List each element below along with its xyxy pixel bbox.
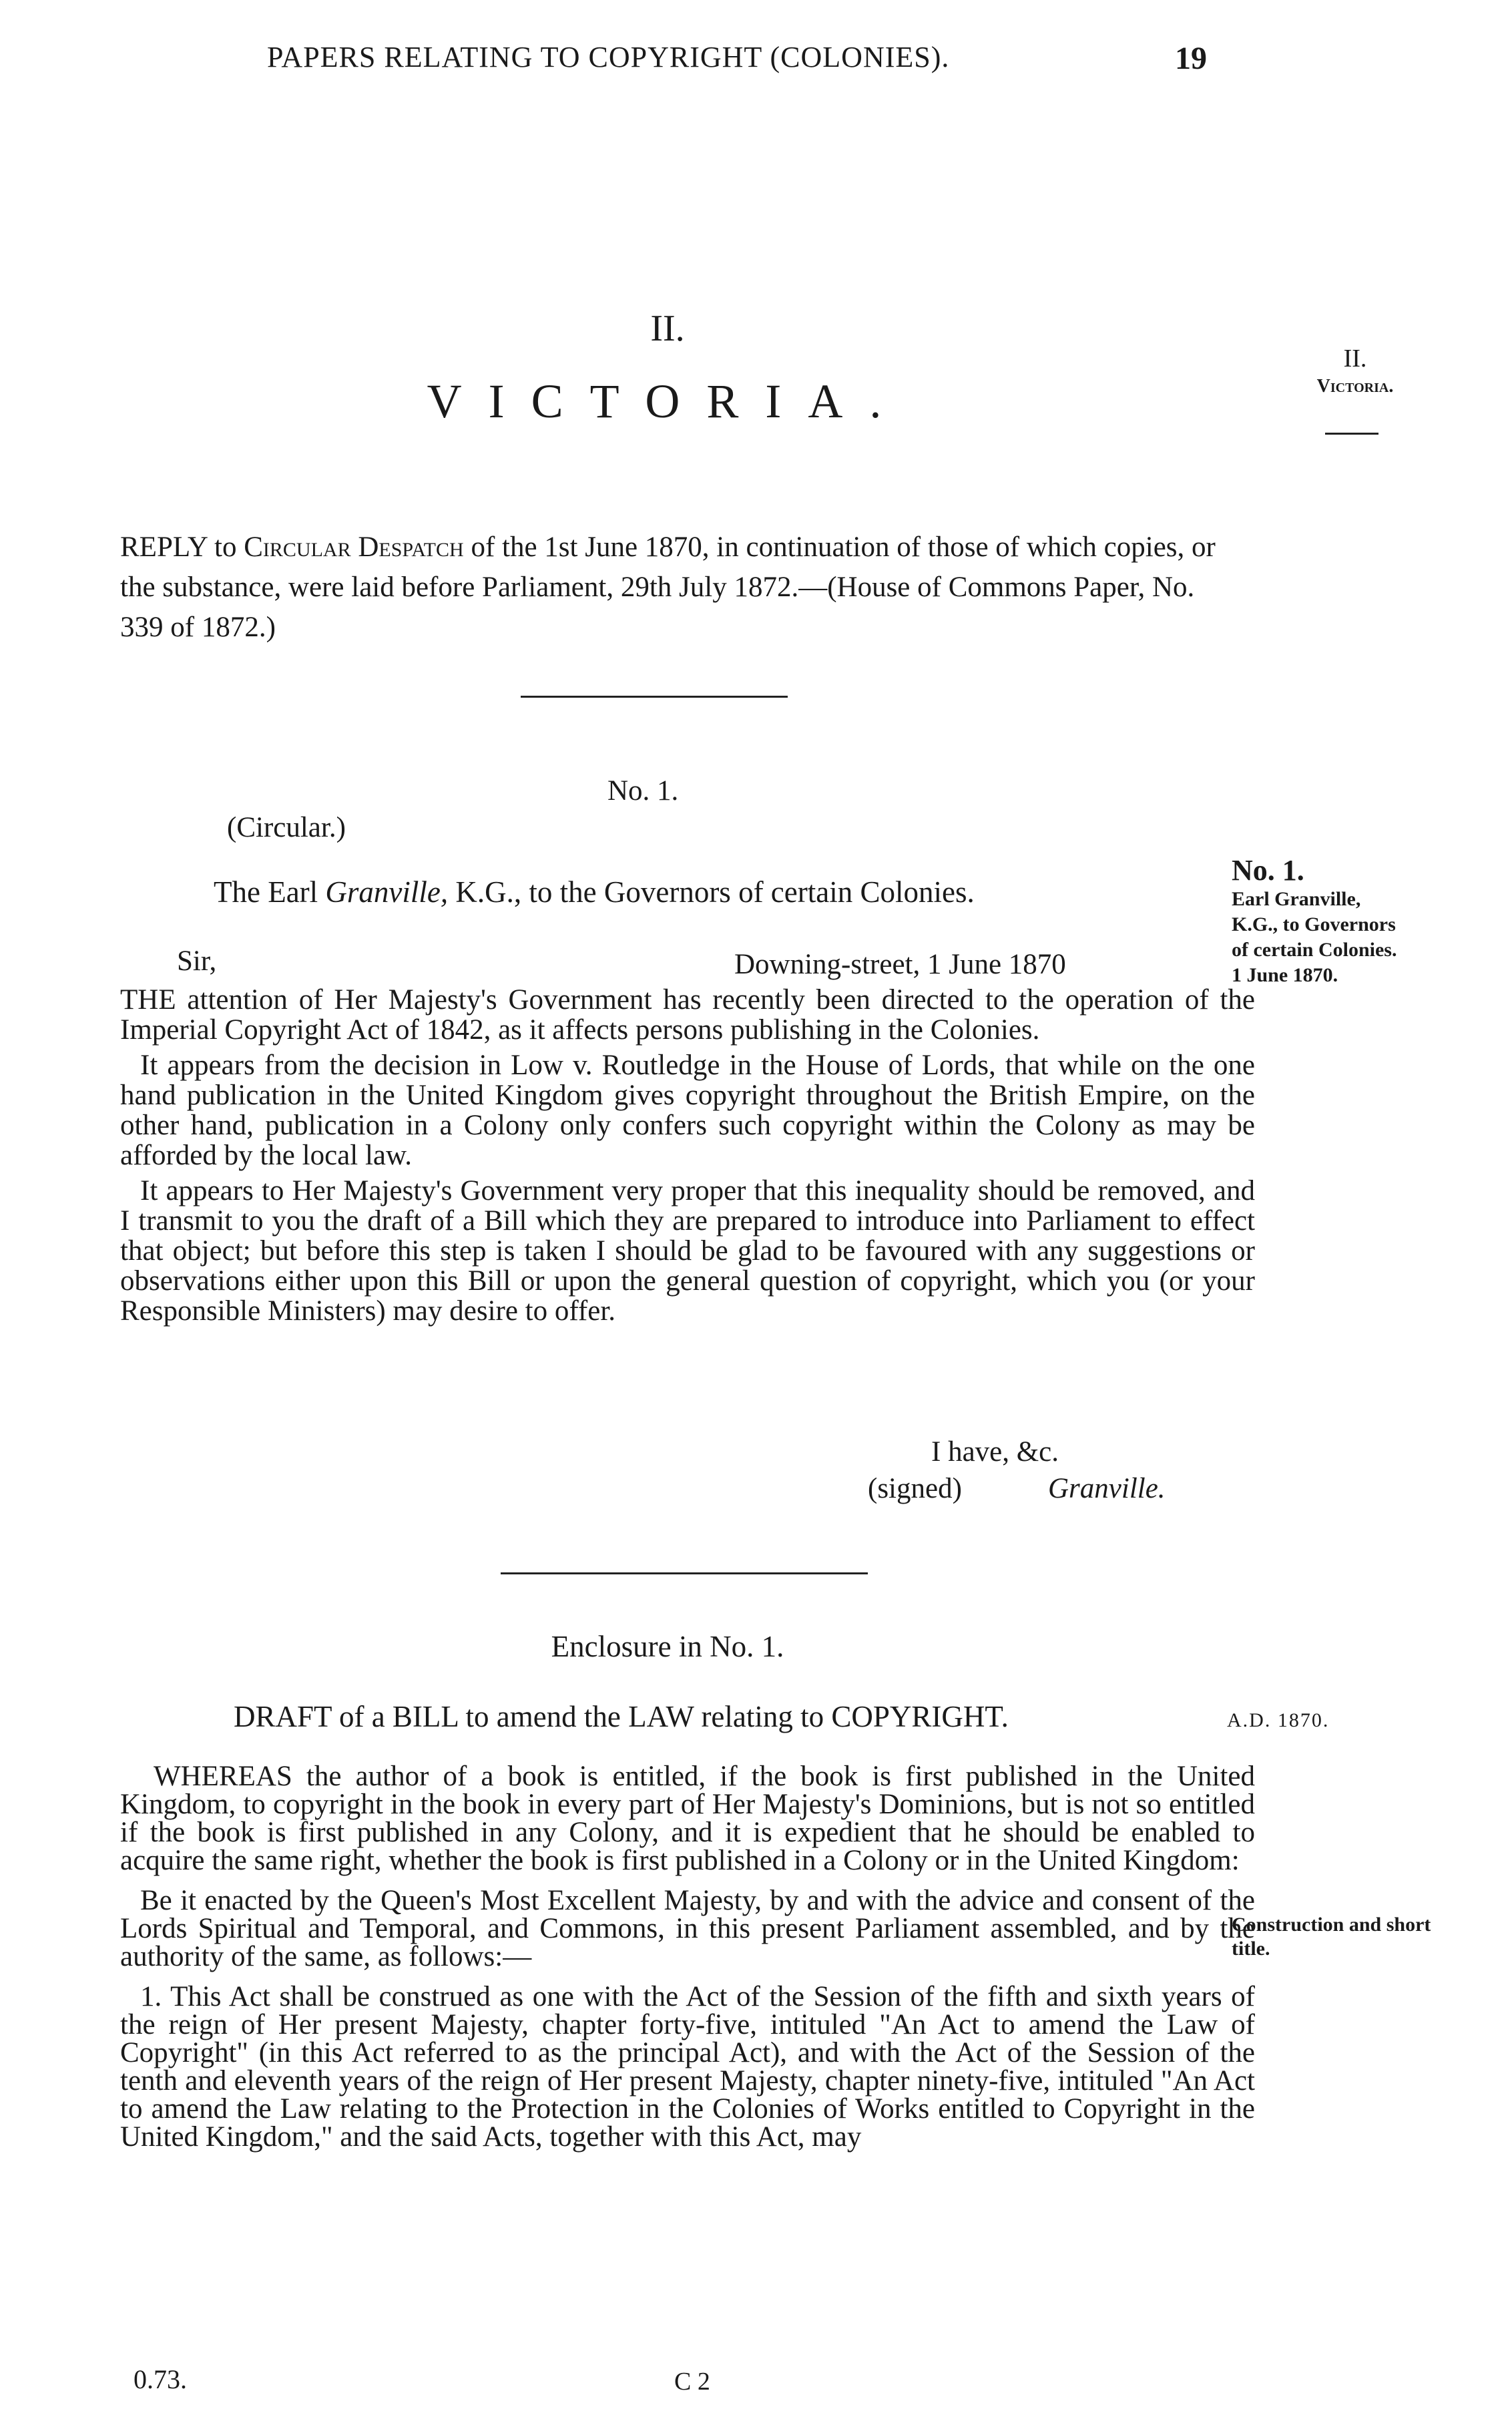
letter-paragraph: It appears to Her Majesty's Government very proper that this inequality should be removed, and I transmit to you the draft of a Bill which they are prepared to introduce into Parliament to effect that object; but before this step is taken I should be glad to be favoured with any suggestions or observations either upon this Bill or upon the general question of copyright, which you (or your Responsible Ministers) may desire to offer. (120, 1175, 1255, 1327)
bill-paragraph: 1. This Act shall be construed as one with the Act of the Session of the fifth and sixth years of the reign of Her present Majesty, chapter forty-five, intituled "An Act to amend the Law of Copyright" (in this Act referred to as the principal Act), and with the Act of the Session of the tenth and eleventh years of the reign of Her present Majesty, chapter ninety-five, intituled "An Act to amend the Law relating to the Protection in the Colonies of Works entitled to Copyright in the United Kingdom," and the said Acts, together with this Act, may (120, 1981, 1255, 2153)
margin-section-note (1268, 344, 1442, 397)
divider-rule (501, 1572, 868, 1574)
margin-despatch-note (1232, 855, 1459, 988)
margin-line: Earl Granville, (1232, 888, 1361, 910)
signature-mark: C 2 (674, 2368, 710, 2396)
letter-paragraph: THE attention of Her Majesty's Government has recently been directed to the operation of the Imperial Copyright Act of 1842, as it affects persons publishing in the Colonies. (120, 984, 1255, 1046)
margin-date: A.D. 1870. (1227, 1709, 1330, 1731)
margin-divider (1325, 433, 1378, 435)
reply-text-2: of the 1st June 1870, in continuation of those of which copies, or the substance, were laid before Parliament, 29th July 1872.—(House of Commons Paper, No. 339 of 1872.) (120, 531, 1216, 643)
page-header (107, 40, 1375, 93)
margin-section-number: II. (1343, 345, 1367, 373)
reply-text-1: to (207, 531, 244, 563)
margin-section-title: Victoria. (1316, 376, 1394, 397)
section-number: II. (650, 308, 685, 349)
addressee-post: K.G., to the Governors of certain Colonies. (448, 875, 975, 909)
addressee-pre: The Earl (214, 875, 326, 909)
divider-rule (521, 696, 788, 698)
margin-construction-note: Construction and short title. (1232, 1914, 1431, 1960)
bill-body (120, 1763, 1255, 2163)
draft-title: DRAFT of a BILL to amend the LAW relating to COPYRIGHT. (234, 1700, 1009, 1733)
enclosure-heading: Enclosure in No. 1. (551, 1630, 784, 1663)
circular-label: (Circular.) (227, 812, 346, 843)
reply-heading (120, 527, 1242, 648)
footer-code: 0.73. (134, 2364, 187, 2394)
signed-label: (signed) (868, 1473, 962, 1504)
margin-despatch-number: No. 1. (1232, 854, 1304, 887)
reply-circular-despatch: Circular Despatch (244, 531, 464, 563)
letter-paragraph: It appears from the decision in Low v. Routledge in the House of Lords, that while on the one hand publication in the United Kingdom gives copyright throughout the British Empire, on the other hand, publication in a Colony only confers such copyright within the Colony as may be afforded by the local law. (120, 1050, 1255, 1171)
bill-paragraph: WHEREAS the author of a book is entitled, if the book is first published in the United Kingdom, to copyright in the book in every part of Her Majesty's Dominions, but is not so entitled if the book is first published in any Colony, and it is expedient that he should be enabled to acquire the same right, whether the book is first published in a Colony or in the United Kingdom: (120, 1761, 1255, 1876)
page-number: 19 (1175, 41, 1207, 76)
salutation: Sir, (177, 945, 217, 977)
section-title: VICTORIA. (427, 375, 909, 428)
addressee-line (214, 875, 975, 909)
letter-body (120, 985, 1255, 1331)
running-title: PAPERS RELATING TO COPYRIGHT (COLONIES). (267, 41, 950, 73)
signature: Granville. (1048, 1473, 1166, 1504)
reply-lead: REPLY (120, 531, 208, 563)
dateline: Downing-street, 1 June 1870 (734, 949, 1066, 980)
margin-line: 1 June 1870. (1232, 964, 1338, 986)
closing: I have, &c. (931, 1436, 1059, 1468)
margin-line: of certain Colonies. (1232, 939, 1397, 961)
bill-paragraph: Be it enacted by the Queen's Most Excellent Majesty, by and with the advice and consent of the Lords Spiritual and Temporal, and Commons, in this present Parliament assembled, and by the authority of the same, as follows:— (120, 1885, 1255, 1972)
addressee-name: Granville, (325, 875, 449, 909)
margin-line: K.G., to Governors (1232, 913, 1396, 935)
despatch-number: No. 1. (607, 775, 679, 807)
